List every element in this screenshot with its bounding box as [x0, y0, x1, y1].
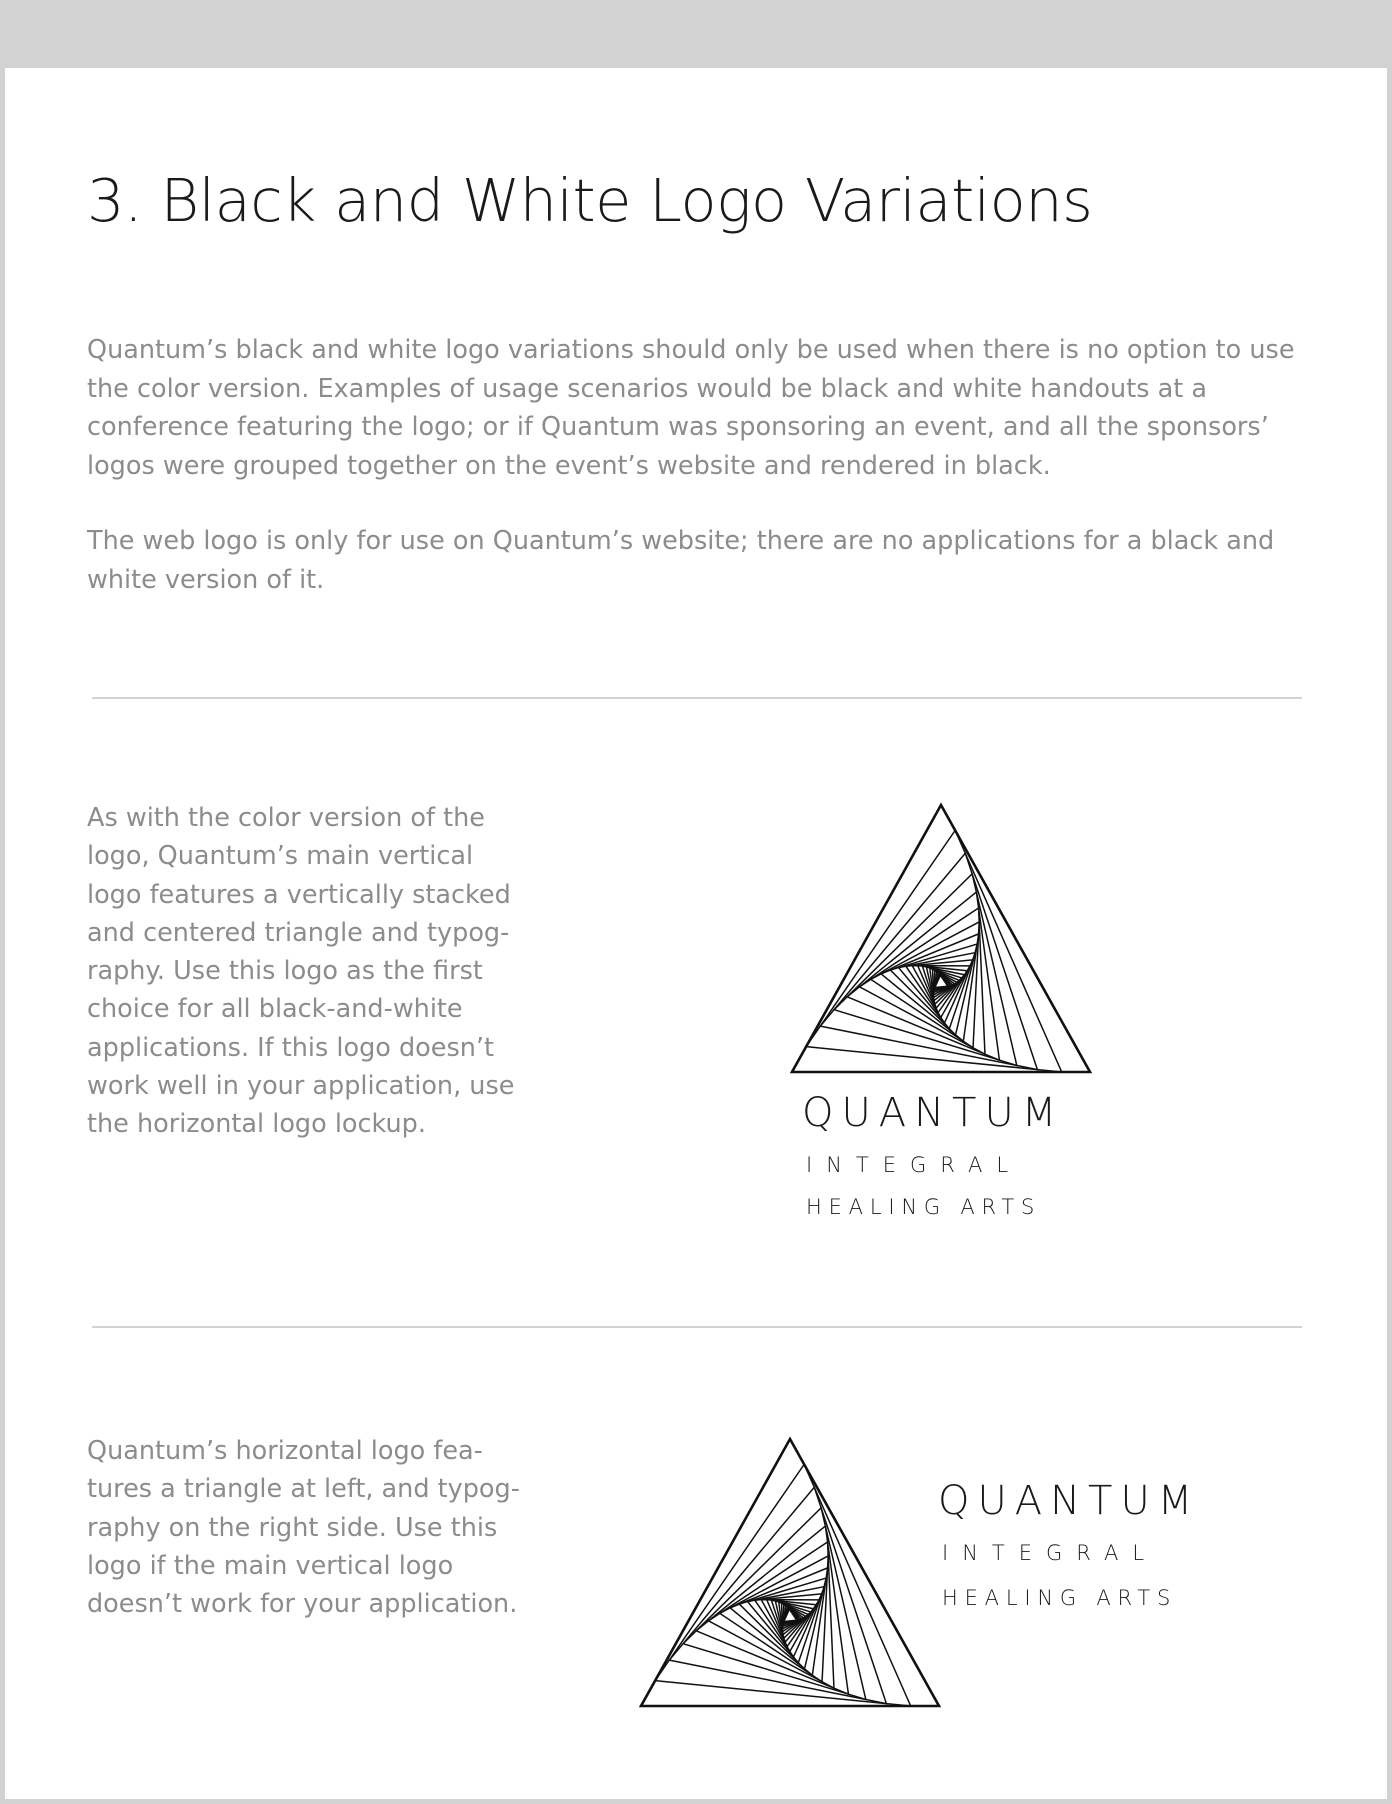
horizontal-logo-subline: INTEGRAL	[942, 1541, 1159, 1565]
vertical-logo-description: As with the color version of the logo, Quantum’s main vertical logo features a vertically stacked and centered triangle and typog- raphy. Use this logo as the first choice for all black-and-white applications. If this logo doesn’t work well in your application, use the horizontal logo lockup.	[87, 803, 515, 1140]
horizontal-logo-description: Quantum’s horizontal logo fea- tures a triangle at left, and typog- raphy on the right side. Use this logo if the main vertical logo doesn’t work for your application.	[87, 1436, 520, 1620]
vertical-logo-wordmark: QUANTUM	[802, 1090, 1065, 1136]
page-title: 3. Black and White Logo Variations	[87, 166, 1093, 235]
section-divider	[92, 697, 1302, 699]
vertical-logo-subline: HEALING ARTS	[806, 1195, 1042, 1219]
vertical-logo-subline: INTEGRAL	[806, 1153, 1023, 1177]
intro-paragraph: Quantum’s black and white logo variations should only be used when there is no option to use the color version. Examples of usage scenarios would be black and white handouts at a conference featuring the logo; or if Quantum was sponsoring an event, and all the sponsors’ logos were grouped together on the event’s website and rendered in black.	[87, 335, 1295, 481]
intro-text	[87, 331, 1317, 636]
horizontal-logo-triangle-icon	[637, 1435, 943, 1710]
horizontal-logo-subline: HEALING ARTS	[942, 1586, 1178, 1610]
section-divider	[92, 1326, 1302, 1328]
horizontal-logo-wordmark: QUANTUM	[938, 1478, 1201, 1524]
vertical-logo-triangle-icon	[788, 801, 1094, 1076]
document-page	[5, 68, 1387, 1799]
intro-paragraph: The web logo is only for use on Quantum’s website; there are no applications for a black and white version of it.	[87, 526, 1275, 595]
